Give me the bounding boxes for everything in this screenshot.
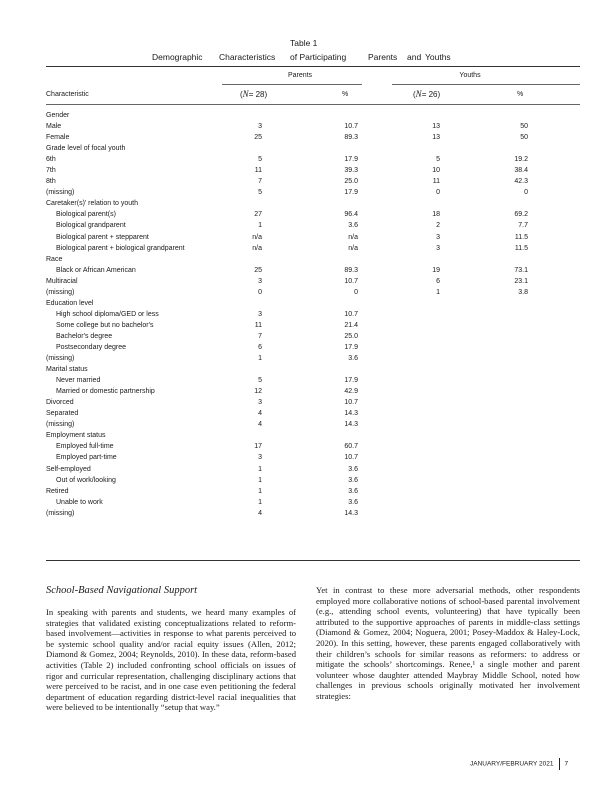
parents-pct-cell: 25.0 xyxy=(344,178,358,186)
table-bottom-rule xyxy=(46,560,580,561)
group-header-youths: Youths xyxy=(459,72,481,79)
parents-pct-cell: n/a xyxy=(348,233,358,241)
parents-pct-cell: 21.4 xyxy=(344,321,358,329)
table-row xyxy=(0,397,616,408)
table-body xyxy=(0,110,616,519)
row-label: Biological parent(s) xyxy=(56,211,116,219)
row-label: Never married xyxy=(56,377,101,385)
table-row xyxy=(0,265,616,276)
parents-pct-cell: 3.6 xyxy=(348,487,358,495)
parents-pct-cell: 17.9 xyxy=(344,343,358,351)
row-label: Retired xyxy=(46,487,69,495)
table-row xyxy=(0,408,616,419)
table-row xyxy=(0,364,616,375)
parents-n-cell: 3 xyxy=(258,277,262,285)
row-label: Self-employed xyxy=(46,465,91,473)
table-row xyxy=(0,430,616,441)
parents-pct-cell: 3.6 xyxy=(348,355,358,363)
parents-n-cell: 6 xyxy=(258,343,262,351)
youths-pct-cell: 69.2 xyxy=(514,211,528,219)
parents-n-cell: 25 xyxy=(254,134,262,142)
parents-n-cell: 3 xyxy=(258,399,262,407)
table-row xyxy=(0,331,616,342)
table-row xyxy=(0,342,616,353)
left-column xyxy=(46,585,296,713)
table-row xyxy=(0,441,616,452)
parents-n-cell: 4 xyxy=(258,421,262,429)
parents-n-cell: 27 xyxy=(254,211,262,219)
header-bottom-rule xyxy=(46,104,580,105)
parents-n-cell: 1 xyxy=(258,222,262,230)
table-row xyxy=(0,497,616,508)
row-label: Marital status xyxy=(46,366,88,374)
table-row xyxy=(0,486,616,497)
parents-n-cell: 1 xyxy=(258,355,262,363)
parents-n-cell: 3 xyxy=(258,454,262,462)
group-header-parents: Parents xyxy=(287,72,313,79)
youths-pct-cell: 11.5 xyxy=(514,233,528,241)
column-header-youths-pct: % xyxy=(517,91,524,98)
youths-pct-cell: 11.5 xyxy=(514,244,528,252)
page-footer xyxy=(470,758,568,770)
table-row xyxy=(0,276,616,287)
parents-pct-cell: 3.6 xyxy=(348,498,358,506)
parents-pct-cell: 17.9 xyxy=(344,189,358,197)
row-label: Black or African American xyxy=(56,266,136,274)
youths-pct-cell: 0 xyxy=(524,189,528,197)
right-column xyxy=(316,585,580,702)
table-row xyxy=(0,375,616,386)
table-row xyxy=(0,209,616,220)
youths-n-cell: 10 xyxy=(432,167,440,175)
youths-n-cell: 3 xyxy=(436,244,440,252)
row-label: Caretaker(s)' relation to youth xyxy=(46,200,138,208)
parents-pct-cell: 0 xyxy=(354,288,358,296)
table-row xyxy=(0,309,616,320)
row-label: 8th xyxy=(46,178,56,186)
table-title-word: Demographic xyxy=(152,52,203,62)
table-row xyxy=(0,243,616,254)
parents-n-cell: 7 xyxy=(258,178,262,186)
row-label: Postsecondary degree xyxy=(56,343,127,351)
table-row xyxy=(0,110,616,121)
parents-n-value: = 28) xyxy=(248,90,268,99)
parents-n-cell: 1 xyxy=(258,476,262,484)
table-row xyxy=(0,287,616,298)
column-header-parents-n: (N= 28) xyxy=(240,89,268,99)
youths-n-cell: 18 xyxy=(432,211,440,219)
row-label: Employed full-time xyxy=(56,443,114,451)
youths-pct-cell: 19.2 xyxy=(514,156,528,164)
youths-n-cell: 5 xyxy=(436,156,440,164)
table-row xyxy=(0,254,616,265)
column-header-characteristic: Characteristic xyxy=(46,91,89,98)
row-label: (missing) xyxy=(46,355,75,363)
table-row xyxy=(0,187,616,198)
parents-n-cell: 1 xyxy=(258,487,262,495)
table-title-word: Youths xyxy=(425,52,451,62)
row-label: 6th xyxy=(46,156,56,164)
parents-n-cell: 12 xyxy=(254,388,262,396)
table-row xyxy=(0,464,616,475)
table-row xyxy=(0,232,616,243)
row-label: (missing) xyxy=(46,189,75,197)
right-paragraph: Yet in contrast to these more adversarial methods, other respondents employed more collaborative notions of school-based parental involvement (e.g., attending school events, volunteering) that have typically been attributed to the supportive approaches of parents in middle-class settings (Diamond & Gomez, 2004; Noguera, 2001; Posey-Maddox & Haley-Lock, 2020). In this setting, however, these parents engaged collaboratively with their children’s schools for similar reasons as reformers: to address or mitigate the schools’ shortcomings. Renee,¹ a single mother and parent volunteer whose daughter attended Maybray Middle School, noted how challenges in previous schools originally motivated her involvement strategies: xyxy=(316,585,580,701)
row-label: Employment status xyxy=(46,432,106,440)
parents-pct-cell: 10.7 xyxy=(344,277,358,285)
table-title-word: Characteristics xyxy=(219,52,276,62)
parents-pct-cell: 3.6 xyxy=(348,476,358,484)
row-label: Gender xyxy=(46,112,70,119)
left-paragraph: In speaking with parents and students, we heard many examples of strategies that validated existing conceptualizations related to reform-based involvement—activities in response to what parents perceived to be systemic school quality and/or racial equity issues (Allen, 2012; Diamond & Gomez, 2004; Reynolds, 2010). In these data, reform-based activities (Table 2) included confronting school officials on issues of rigor and curricular representation, challenging disciplinary actions that were perceived to be racist, and in one case even petitioning the federal department of education regarding district-level racial inequalities that were believed to be intentionally “setup that way.” xyxy=(46,607,296,713)
row-label: Biological parent + biological grandparent xyxy=(56,244,185,252)
youths-pct-cell: 38.4 xyxy=(514,167,528,175)
table-title-word: of Participating xyxy=(290,52,347,62)
row-label: High school diploma/GED or less xyxy=(56,310,159,318)
table-number: Table 1 xyxy=(290,38,318,48)
table-top-rule xyxy=(46,66,580,67)
row-label: 7th xyxy=(46,167,56,175)
table-row xyxy=(0,154,616,165)
table-row xyxy=(0,165,616,176)
table-row xyxy=(0,320,616,331)
row-label: Male xyxy=(46,123,62,131)
parents-n-cell: 3 xyxy=(258,310,262,318)
parents-n-cell: 4 xyxy=(258,509,262,517)
row-label: Separated xyxy=(46,410,79,418)
row-label: Education level xyxy=(46,299,94,307)
parents-pct-cell: 10.7 xyxy=(344,123,358,131)
column-header-youths-n: (N= 26) xyxy=(413,89,441,99)
youths-n-cell: 3 xyxy=(436,233,440,241)
parents-pct-cell: 14.3 xyxy=(344,410,358,418)
parents-pct-cell: 17.9 xyxy=(344,377,358,385)
parents-pct-cell: 60.7 xyxy=(344,443,358,451)
parents-pct-cell: 96.4 xyxy=(344,211,358,219)
table-row xyxy=(0,176,616,187)
row-label: Race xyxy=(46,255,63,263)
table-row xyxy=(0,132,616,143)
parents-n-cell: 11 xyxy=(254,167,262,175)
row-label: Biological parent + stepparent xyxy=(56,233,149,241)
row-label: Employed part-time xyxy=(56,454,117,462)
parents-pct-cell: 39.3 xyxy=(344,167,358,175)
row-label: Divorced xyxy=(46,399,74,407)
youths-n-cell: 13 xyxy=(432,123,440,131)
column-header-row xyxy=(0,89,616,101)
table-row xyxy=(0,198,616,209)
parents-n-cell: 0 xyxy=(258,288,262,296)
table-row xyxy=(0,298,616,309)
youths-group-rule xyxy=(392,84,580,85)
youths-n-cell: 0 xyxy=(436,189,440,197)
section-heading: School-Based Navigational Support xyxy=(46,585,198,596)
row-label: Married or domestic partnership xyxy=(56,388,155,396)
parents-n-cell: 7 xyxy=(258,332,262,340)
youths-pct-cell: 50 xyxy=(520,134,528,142)
parents-n-cell: 3 xyxy=(258,123,262,131)
parents-n-cell: 5 xyxy=(258,156,262,164)
parents-pct-cell: 14.3 xyxy=(344,421,358,429)
row-label: Unable to work xyxy=(56,498,103,506)
parents-pct-cell: 89.3 xyxy=(344,134,358,142)
table-title-word: and xyxy=(407,52,422,62)
youths-pct-cell: 3.8 xyxy=(518,288,528,296)
parents-n-cell: 25 xyxy=(254,266,262,274)
table-row xyxy=(0,353,616,364)
table-row xyxy=(0,143,616,154)
row-label: Grade level of focal youth xyxy=(46,145,126,153)
parents-pct-cell: 10.7 xyxy=(344,454,358,462)
parents-pct-cell: 3.6 xyxy=(348,465,358,473)
parents-n-cell: 1 xyxy=(258,498,262,506)
row-label: (missing) xyxy=(46,421,75,429)
footer-divider xyxy=(559,758,560,770)
youths-n-cell: 13 xyxy=(432,134,440,142)
table-row xyxy=(0,419,616,430)
row-label: Female xyxy=(46,134,70,142)
column-header-parents-pct: % xyxy=(342,91,349,98)
table-row xyxy=(0,386,616,397)
youths-pct-cell: 7.7 xyxy=(518,222,528,230)
table-row xyxy=(0,508,616,519)
parents-pct-cell: 3.6 xyxy=(348,222,358,230)
page-number: 7 xyxy=(564,760,569,768)
youths-pct-cell: 23.1 xyxy=(514,277,528,285)
parents-pct-cell: 42.9 xyxy=(344,388,358,396)
parents-pct-cell: 10.7 xyxy=(344,310,358,318)
parents-pct-cell: n/a xyxy=(348,244,358,252)
parents-pct-cell: 25.0 xyxy=(344,332,358,340)
n-symbol: N xyxy=(242,89,249,99)
row-label: (missing) xyxy=(46,509,75,517)
youths-n-value: = 26) xyxy=(421,90,441,99)
parents-n-cell: 5 xyxy=(258,189,262,197)
parents-group-rule xyxy=(222,84,362,85)
parents-pct-cell: 10.7 xyxy=(344,399,358,407)
youths-pct-cell: 50 xyxy=(520,123,528,131)
youths-n-cell: 19 xyxy=(432,266,440,274)
parents-pct-cell: 14.3 xyxy=(344,509,358,517)
parents-n-cell: 17 xyxy=(254,443,262,451)
parents-n-cell: 1 xyxy=(258,465,262,473)
journal-issue: JANUARY/FEBRUARY 2021 xyxy=(470,760,554,768)
n-symbol: N xyxy=(415,89,422,99)
table-row xyxy=(0,475,616,486)
parents-n-cell: 11 xyxy=(254,321,262,329)
row-label: Multiracial xyxy=(46,277,78,285)
parents-pct-cell: 89.3 xyxy=(344,266,358,274)
youths-pct-cell: 73.1 xyxy=(514,266,528,274)
row-label: Biological grandparent xyxy=(56,222,126,230)
row-label: (missing) xyxy=(46,288,75,296)
table-row xyxy=(0,121,616,132)
row-label: Some college but no bachelor's xyxy=(56,321,154,329)
parents-n-cell: n/a xyxy=(252,233,262,241)
table-title-word: Parents xyxy=(368,52,398,62)
row-label: Bachelor's degree xyxy=(56,332,113,340)
youths-n-cell: 1 xyxy=(436,288,440,296)
table-row xyxy=(0,220,616,231)
parents-n-cell: n/a xyxy=(252,244,262,252)
youths-pct-cell: 42.3 xyxy=(514,178,528,186)
table-row xyxy=(0,452,616,463)
youths-n-cell: 6 xyxy=(436,277,440,285)
parents-pct-cell: 17.9 xyxy=(344,156,358,164)
row-label: Out of work/looking xyxy=(56,476,116,484)
table-title xyxy=(0,52,616,64)
youths-n-cell: 2 xyxy=(436,222,440,230)
parents-n-cell: 4 xyxy=(258,410,262,418)
youths-n-cell: 11 xyxy=(432,178,440,186)
parents-n-cell: 5 xyxy=(258,377,262,385)
